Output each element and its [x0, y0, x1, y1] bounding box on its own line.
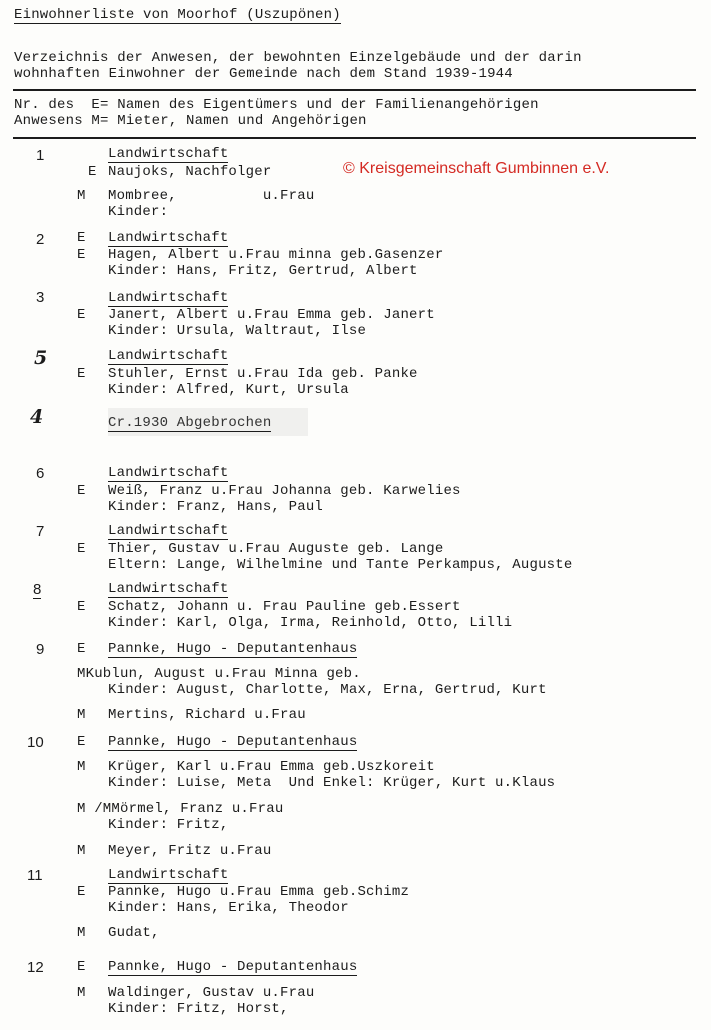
entry-number-2: 2 — [36, 231, 45, 248]
entry-11-m-marker: M — [77, 925, 86, 941]
entry-2-e-marker: E — [77, 230, 86, 246]
legend-line-1: Nr. des E= Namen des Eigentümers und der Familienangehörigen — [14, 97, 539, 113]
entry-11-e-marker: E — [77, 884, 86, 900]
entry-1-m-marker: M — [77, 188, 86, 204]
entry-11-type: Landwirtschaft — [108, 867, 229, 883]
entry-number-12: 12 — [27, 959, 44, 976]
entry-number-4-handwritten: 4 — [30, 406, 44, 428]
legend-divider — [13, 137, 696, 139]
entry-3-children: Kinder: Ursula, Waltraut, Ilse — [108, 323, 367, 339]
entry-10-tenant-3: Meyer, Fritz u.Frau — [108, 843, 272, 859]
entry-11-owner: Pannke, Hugo u.Frau Emma geb.Schimz — [108, 884, 410, 900]
entry-number-7: 7 — [36, 523, 45, 540]
entry-8-e-marker: E — [77, 599, 86, 615]
entry-9-tenant-1: MKublun, August u.Frau Minna geb. — [77, 666, 361, 682]
entry-1-tenant: Mombree, u.Frau — [108, 188, 315, 204]
entry-8-children: Kinder: Karl, Olga, Irma, Reinhold, Otto, Lilli — [108, 615, 513, 631]
entry-10-e-marker: E — [77, 734, 86, 750]
intro-line-2: wohnhaften Einwohner der Gemeinde nach dem Stand 1939-1944 — [14, 66, 513, 82]
entry-6-children: Kinder: Franz, Hans, Paul — [108, 499, 324, 515]
entry-1-type: Landwirtschaft — [108, 146, 229, 162]
entry-number-3: 3 — [36, 289, 45, 306]
entry-1-owner: Naujoks, Nachfolger — [108, 164, 272, 180]
entry-9-type: Pannke, Hugo - Deputantenhaus — [108, 641, 358, 657]
entry-12-type: Pannke, Hugo - Deputantenhaus — [108, 959, 358, 975]
entry-number-9: 9 — [36, 641, 45, 658]
entry-2-e-marker-2: E — [77, 247, 86, 263]
copyright-notice: © Kreisgemeinschaft Gumbinnen e.V. — [343, 160, 610, 177]
entry-5-owner: Stuhler, Ernst u.Frau Ida geb. Panke — [108, 366, 418, 382]
entry-3-owner: Janert, Albert u.Frau Emma geb. Janert — [108, 307, 435, 323]
entry-11-children: Kinder: Hans, Erika, Theodor — [108, 900, 349, 916]
entry-5-type: Landwirtschaft — [108, 348, 229, 364]
entry-10-type: Pannke, Hugo - Deputantenhaus — [108, 734, 358, 750]
entry-1-children: Kinder: — [108, 204, 169, 220]
entry-number-8: 8 — [33, 581, 42, 598]
entry-12-m-marker: M — [77, 985, 86, 1001]
intro-line-1: Verzeichnis der Anwesen, der bewohnten Einzelgebäude und der darin — [14, 50, 582, 66]
entry-5-children: Kinder: Alfred, Kurt, Ursula — [108, 382, 349, 398]
entry-6-e-marker: E — [77, 483, 86, 499]
entry-10-children-2: Kinder: Fritz, — [108, 817, 229, 833]
entry-number-10: 10 — [27, 734, 44, 751]
entry-number-1: 1 — [36, 147, 45, 164]
entry-8-owner: Schatz, Johann u. Frau Pauline geb.Essert — [108, 599, 461, 615]
entry-10-children-1: Kinder: Luise, Meta Und Enkel: Krüger, Kurt u.Klaus — [108, 775, 556, 791]
entry-8-type: Landwirtschaft — [108, 581, 229, 597]
document-title: Einwohnerliste von Moorhof (Uszupönen) — [14, 7, 341, 23]
entry-9-children-1: Kinder: August, Charlotte, Max, Erna, Gertrud, Kurt — [108, 682, 547, 698]
entry-11-tenant: Gudat, — [108, 925, 160, 941]
legend-line-2: Anwesens M= Mieter, Namen und Angehörigen — [14, 113, 367, 129]
entry-5-e-marker: E — [77, 366, 86, 382]
entry-10-tenant-1: Krüger, Karl u.Frau Emma geb.Uszkoreit — [108, 759, 435, 775]
entry-number-5-handwritten: 5 — [34, 347, 48, 369]
entry-1-e-marker: E — [88, 164, 97, 180]
entry-2-children: Kinder: Hans, Fritz, Gertrud, Albert — [108, 263, 418, 279]
entry-9-e-marker: E — [77, 641, 86, 657]
entry-3-type: Landwirtschaft — [108, 290, 229, 306]
entry-7-type: Landwirtschaft — [108, 523, 229, 539]
entry-10-m-marker-3: M — [77, 843, 86, 859]
header-divider — [13, 89, 696, 91]
entry-2-type: Landwirtschaft — [108, 230, 229, 246]
entry-9-m-marker-2: M — [77, 707, 86, 723]
entry-7-e-marker: E — [77, 541, 86, 557]
entry-number-11: 11 — [27, 867, 43, 884]
entry-7-parents: Eltern: Lange, Wilhelmine und Tante Perkampus, Auguste — [108, 557, 573, 573]
entry-12-tenant: Waldinger, Gustav u.Frau — [108, 985, 315, 1001]
entry-12-children: Kinder: Fritz, Horst, — [108, 1001, 289, 1017]
entry-7-owner: Thier, Gustav u.Frau Auguste geb. Lange — [108, 541, 444, 557]
entry-2-owner: Hagen, Albert u.Frau minna geb.Gasenzer — [108, 247, 444, 263]
entry-10-tenant-2: M /MMörmel, Franz u.Frau — [77, 801, 284, 817]
entry-6-owner: Weiß, Franz u.Frau Johanna geb. Karwelies — [108, 483, 461, 499]
entry-9-tenant-2: Mertins, Richard u.Frau — [108, 707, 306, 723]
entry-3-e-marker: E — [77, 307, 86, 323]
entry-6-type: Landwirtschaft — [108, 465, 229, 481]
entry-10-m-marker-1: M — [77, 759, 86, 775]
entry-12-e-marker: E — [77, 959, 86, 975]
entry-4-note: Cr.1930 Abgebrochen — [108, 415, 272, 431]
entry-number-6: 6 — [36, 465, 45, 482]
